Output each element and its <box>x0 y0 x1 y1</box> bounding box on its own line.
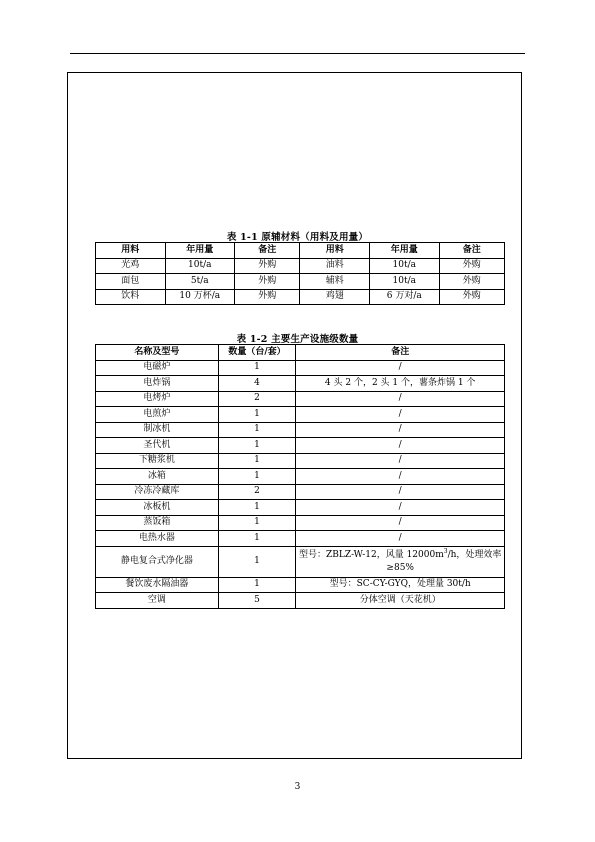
table-header-row <box>96 345 505 361</box>
table-cell: 外购 <box>235 274 300 290</box>
table-row <box>96 360 505 376</box>
table-cell: 1 <box>218 469 296 485</box>
column-header: 数量（台/套） <box>218 345 296 361</box>
table-cell: / <box>296 484 505 500</box>
table-cell: 冰板机 <box>96 500 219 516</box>
table-cell: 1 <box>218 500 296 516</box>
table-cell: 1 <box>218 577 296 593</box>
table-row <box>96 376 505 392</box>
table-cell: 制冰机 <box>96 422 219 438</box>
table-cell: 饮料 <box>96 289 166 305</box>
table1-caption: 表 1-1 原辅材料（用料及用量） <box>226 232 369 243</box>
table-cell: 下糖浆机 <box>96 453 219 469</box>
column-header: 备注 <box>235 243 300 259</box>
table-cell: 电炸锅 <box>96 376 219 392</box>
table-cell: 光鸡 <box>96 258 166 274</box>
table-cell: 辅料 <box>300 274 370 290</box>
table-row <box>96 258 505 274</box>
table-cell: 10t/a <box>369 258 439 274</box>
table-row <box>96 500 505 516</box>
table-cell: 外购 <box>439 289 505 305</box>
table-cell: / <box>296 531 505 547</box>
table-row <box>96 546 505 577</box>
table-cell: 电煎炉 <box>96 407 219 423</box>
table-row <box>96 391 505 407</box>
table-row <box>96 469 505 485</box>
table-cell: 冷冻冷藏库 <box>96 484 219 500</box>
table-cell: 1 <box>218 422 296 438</box>
table-cell: 1 <box>218 515 296 531</box>
table-cell: 5 <box>218 593 296 609</box>
table-cell: 6 万对/a <box>369 289 439 305</box>
table-row <box>96 515 505 531</box>
table-cell: 外购 <box>439 258 505 274</box>
table-cell: 静电复合式净化器 <box>96 546 219 577</box>
table-cell: / <box>296 469 505 485</box>
table-cell: 外购 <box>235 289 300 305</box>
column-header: 年用量 <box>165 243 235 259</box>
table-cell: 4 <box>218 376 296 392</box>
table-row <box>96 438 505 454</box>
table-cell: 面包 <box>96 274 166 290</box>
table-cell: 空调 <box>96 593 219 609</box>
table-cell: / <box>296 407 505 423</box>
table-cell: 分体空调（天花机） <box>296 593 505 609</box>
column-header: 备注 <box>296 345 505 361</box>
table-cell: / <box>296 438 505 454</box>
table-cell: 1 <box>218 360 296 376</box>
table-cell: / <box>296 500 505 516</box>
table-cell: 10 万杯/a <box>165 289 235 305</box>
table-cell: 2 <box>218 484 296 500</box>
page-number: 3 <box>294 782 301 792</box>
table-cell: 1 <box>218 453 296 469</box>
equipment-table <box>95 344 505 609</box>
table2-caption: 表 1-2 主要生产设施级数量 <box>236 334 359 345</box>
header-rule <box>70 53 525 54</box>
superscript: 3 <box>443 547 448 555</box>
table-cell: 圣代机 <box>96 438 219 454</box>
table-cell: 外购 <box>235 258 300 274</box>
table-cell <box>296 546 505 577</box>
table-cell: 外购 <box>439 274 505 290</box>
table-cell: 1 <box>218 438 296 454</box>
table-row <box>96 593 505 609</box>
column-header: 用料 <box>96 243 166 259</box>
table-cell: / <box>296 515 505 531</box>
table-row <box>96 289 505 305</box>
table-cell: 2 <box>218 391 296 407</box>
table-cell: 10t/a <box>165 258 235 274</box>
table-cell: 餐饮废水隔油器 <box>96 577 219 593</box>
table-cell: 电热水器 <box>96 531 219 547</box>
column-header: 年用量 <box>369 243 439 259</box>
table-cell: 1 <box>218 407 296 423</box>
table-cell: 蒸饭箱 <box>96 515 219 531</box>
table-row <box>96 577 505 593</box>
column-header: 名称及型号 <box>96 345 219 361</box>
table-cell: / <box>296 360 505 376</box>
note-text: 型号：ZBLZ-W-12，风量 12000m <box>298 549 444 560</box>
column-header: 备注 <box>439 243 505 259</box>
table-row <box>96 422 505 438</box>
table-row <box>96 531 505 547</box>
column-header: 用料 <box>300 243 370 259</box>
table-row <box>96 484 505 500</box>
table-cell: 4 头 2 个，2 头 1 个，薯条炸锅 1 个 <box>296 376 505 392</box>
table-cell: 1 <box>218 546 296 577</box>
raw-materials-table <box>95 242 505 305</box>
table-cell: 型号：SC-CY-GYQ，处理量 30t/h <box>296 577 505 593</box>
table-cell: 电磁炉 <box>96 360 219 376</box>
table-cell: / <box>296 422 505 438</box>
table-cell: / <box>296 453 505 469</box>
table-cell: 5t/a <box>165 274 235 290</box>
table-row <box>96 453 505 469</box>
table-header-row <box>96 243 505 259</box>
table-cell: 电烤炉 <box>96 391 219 407</box>
table-cell: 油料 <box>300 258 370 274</box>
table-row <box>96 407 505 423</box>
table-cell: / <box>296 391 505 407</box>
table-cell: 10t/a <box>369 274 439 290</box>
table-cell: 鸡翅 <box>300 289 370 305</box>
table-cell: 冰箱 <box>96 469 219 485</box>
table-cell: 1 <box>218 531 296 547</box>
note-text: /h，处理效率≥85% <box>386 549 502 573</box>
table-row <box>96 274 505 290</box>
